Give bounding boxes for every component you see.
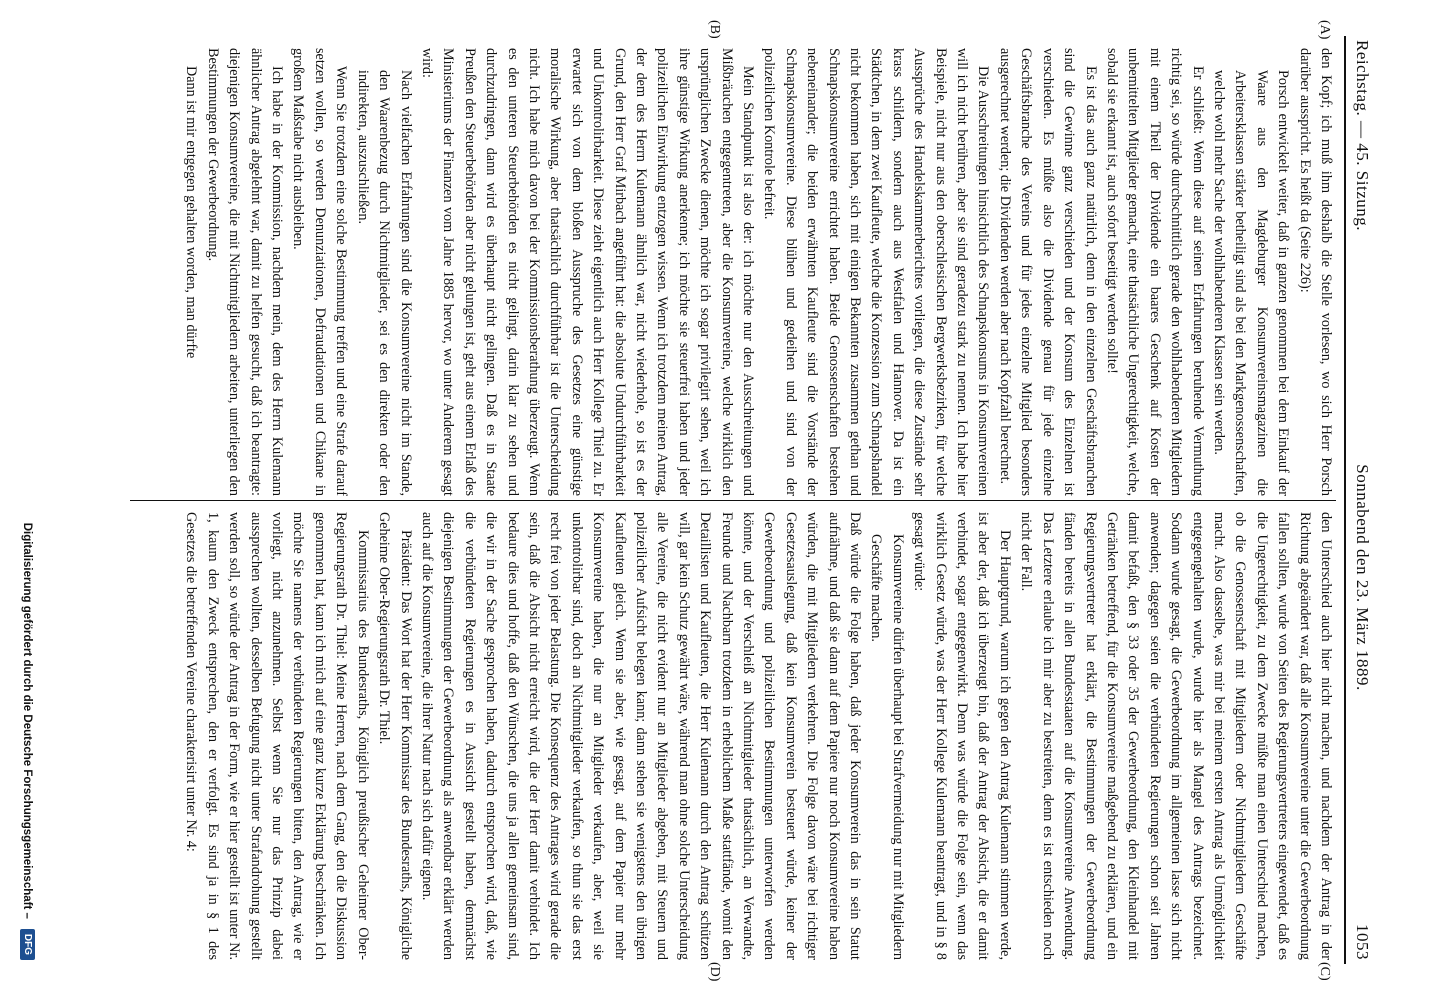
quote-paragraph: Nach vielfachen Erfahrungen sind die Konsumvereine nicht im Stande, den Waarenbezug durch Nichtmitglieder, sei es den direkten oder den indirekten, auszuschließen.: [354, 70, 414, 496]
left-column: [130, 48, 1336, 496]
column-divider: [130, 500, 1336, 501]
paragraph: Es ist das auch ganz natürlich, denn in den einzelnen Geschäftsbranchen sind die Gewinne ganz verschieden und der Konsum des Einzelnen ist verschieden. Es müßte also die Dividende genau für jede einzelne Geschäftsbranche des Vereins und für jedes einzelne Mitglied besonders ausgerechnet werden; die Dividenden werden aber nach Kopfzahl berechnet.: [996, 48, 1099, 496]
paragraph: Dann ist mir entgegen gehalten worden, man dürfte: [183, 66, 200, 359]
paragraph: Der Hauptgrund, warum ich gegen den Antrag Kulemann stimmen werde, ist aber der, daß ich überzeugt bin, daß der Antrag der Absicht, die er damit verbindet, sogar entgegenwirkt. Denn was würde die Folge sein, wenn das wirklich Gesetz würde, was der Herr Kollege Kulemann beantragt, und in § 8 gesagt würde:: [911, 512, 1013, 960]
paragraph: Mein Standpunkt ist also der: ich möchte nur den Ausschreitungen und Mißbräuchen entgegentreten, aber die Konsumvereine, welche wirklich den ursprünglichen Zwecke dienen, möchte ich sogar privilegirt sehen, weil ich ihre günstige Wirkung anerkenne; ich möchte sie steuerfrei haben und jeder polizeilichen Einwirkung entzogen wissen. Wenn ich trotzdem meinen Antrag, der dem des Herrn Kulemann ähnlich war, nicht wiederhole, so ist es der Grund, den Herr Graf Mirbach angeführt hat: die absolute Undurchführbarkeit und Unkontrolirbarkeit. Diese zieht eigentlich auch Herr Kollege Thiel zu. Er erwartet sich von dem bloßen Ausspruche des Gesetzes eine günstige moralische Wirkung, aber thatsächlich durchführbar ist die Unterscheidung nicht. Ich habe mich davon bei der Kommissionsberathung überzeugt. Wenn es den unteren Steuerbehörden es nicht gelingt, darin klar zu sehen und durchzudringen, dann wird es überhaupt nicht gelingen. Daß es in Staate Preußen den Steuerbehörden aber nicht gelungen ist, geht aus einem Erlaß des Ministeriums der Finanzen vom Jahre 1885 hervor, wo unter Anderem gesagt wird:: [418, 48, 757, 496]
paragraph: Er schließt: Wenn diese auf seinen Erfahrungen beruhende Vermuthung richtig sei, so würde durchschnittlich gerade den wohlhabenderen Mitgliedern mit einem Theil der Dividende ein baares Geschenk auf Kosten der unbemittelten Mitglieder gemacht, eine thatsächliche Ungerechtigkeit, welche, sobald sie erkannt ist, auch sofort beseitigt werden sollte!: [1103, 48, 1206, 496]
header-left: Reichstag. — 45. Sitzung.: [1353, 40, 1372, 231]
footer-text: Digitalisierung gefördert durch die Deutsche Forschungsgemeinschaft –: [21, 522, 34, 919]
paragraph: Ich habe in der Kommission, nachdem mein, dem des Herrn Kulemann ähnlicher Antrag abgelehnt war, damit zu helfen gesucht, daß ich beantragte: diejenigen Konsumvereine, die mit Nichtmitgliedern arbeiten, unterliegen den Bestimmungen der Gewerbeordnung.: [204, 48, 286, 496]
margin-marker-a: (A): [1317, 20, 1332, 40]
speaker-paragraph: Präsident: Das Wort hat der Herr Kommissar des Bundesraths, Königliche Geheime Ober-Regierungsrath Dr. Thiel.: [376, 512, 414, 960]
quote-paragraph: Porsch entwickelt weiter, daß in ganzen genommen bei dem Einkauf der Waare aus den Magdeburger Konsumvereinsmagazinen die Arbeitersklassen stärker betheiligt sind als bei den Markgenossenschaften, welche wohl mehr Sache der wohlhabenderen Klassen sein werden.: [1210, 70, 1292, 496]
speaker-paragraph: Kommissarius des Bundesraths, Königlich preußischer Geheimer Ober-Regierungsrath Dr. Thiel: Meine Herren, nach dem Gang, den die Diskussion genommen hat, kann ich mich auf eine ganz kurze Erklärung beschränken. Ich möchte Sie namens der verbündeten Regierungen bitten, den Antrag, wie er vorliegt, nicht anzunehmen. Selbst wenn Sie nur das Prinzip dabei aussprechen wollten, desselben Befugung nicht unter Strafandrohung gestellt werden soll, so würde der Antrag in der Form, wie er hier gestellt ist unter Nr. 1, kaum den Zweck entsprechen, den er verfolgt. Es sind ja in § 1 des Gesetzes die betreffenden Vereine charakterisirt unter Nr. 4:: [183, 512, 371, 960]
page-number: 1053: [1353, 923, 1372, 960]
paragraph: Daß würde die Folge haben, daß jeder Konsumverein das in sein Statut aufnähme, und daß sie dann auf dem Papiere nur noch Konsumvereine haben würden, die mit Mitgliedern verkehren. Die Folge davon wäre bei richtiger Gesetzesauslegung, daß kein Konsumverein besteuert würde, keiner der Gewerbeordnung und polizeilichen Bestimmungen unterworfen werden könnte, und der Verschleiß an Nichtmitglieder thatsächlich, an Verwandte, Freunde und Nachbarn trotzdem in erheblichem Maße stattfände, womit den Detaillisten und Kaufleuten, die Herr Kulemann durch den Antrag schützen will, gar kein Schutz gewährt wäre, während man ohne solche Unterscheidung alle Vereine, die nicht evident nur an Mitglieder abgeben, mit Steuern und polizeilicher Aufsicht belegen kann; dann stehen sie wenigstens den übrigen Kaufleuten gleich. Wenn sie aber, wie gesagt, auf dem Papier nur mehr Konsumvereine haben, die nur an Mitglieder verkaufen, aber, weil sie unkontrolirbar sind, doch an Nichtmitglieder verkaufen, so thun sie das erst recht frei von jeder Belastung. Die Konsequenz des Antrages wird gerade die sein, daß die Absicht nicht erreicht wird, die der Herr damit verbindet. Ich bedaure dies und hoffe, daß den Wünschen, die uns ja allen gemeinsam sind, die wir in der Sache gesprochen haben, dadurch entsprochen wird, daß, wie die verbündeten Regierungen es in Aussicht gestellt haben, demnächst diejenigen Bestimmungen der Gewerbeordnung als anwendbar erklärt werden auch auf die Konsumvereine, die ihrer Natur nach sich dafür eignen.: [418, 512, 864, 960]
paragraph: Die Ausschreitungen hinsichtlich des Schnapskonsums in Konsumvereinen will ich nicht berühren, aber sie sind geradezu stark zu nennen. Ich habe hier Beispiele, nicht nur aus den oberschlesischen Bergwerksbezirken, für welche Aussprüche des Handelskammerberichtes vorliegen, die diese Zustände sehr krass schildern, sondern auch aus Westfalen und Hannover. Da ist ein Städtchen, in dem zwei Kaufleute, welche die Konzession zum Schnapshandel nicht bekommen haben, sich mit einigen Bekannten zusammen gethan und Schnapskonsumvereine errichtet haben. Beide Genossenschaften bestehen nebeneinander; die beiden erwähnten Kaufleute sind die Vorstände der Schnapskonsumvereine. Diese blühen und gedeihen und sind von der polizeilichen Kontrole befreit.: [761, 48, 992, 496]
quote-paragraph: Konsumvereine dürfen überhaupt bei Strafvermeidung nur mit Mitgliedern Geschäfte machen.: [868, 534, 906, 960]
margin-marker-d: (D): [707, 962, 722, 982]
paragraph: Wenn Sie trotzdem eine solche Bestimmung treffen und eine Strafe darauf setzen wollen, so werden Denunziationen, Defraudationen und Chikane in großem Maßstabe nicht ausbleiben.: [290, 48, 350, 496]
dfg-logo: DFG: [20, 929, 35, 960]
header-center: Sonnabend den 23. März 1889.: [1353, 464, 1372, 691]
paragraph: den Unterschied auch hier nicht machen, und nachdem der Antrag in der Richtung abgeändert war, daß alle Konsumvereine unter die Gewerbeordnung fallen sollten, wurde von Seiten des Regierungsvertreters eingewendet, daß es die Ungerechtigkeit, zu dem Zwecke müßte man einen Unterschied machen, ob die Genossenschaft mit Mitgliedern oder Nichtmitgliedern Geschäfte macht. Also dasselbe, was mir bei meinem ersten Antrag als Unmöglichkeit entgegengehalten wurde, wurde hier als Mangel des Antrags bezeichnet. Sodann wurde gesagt, die Gewerbeordnung im allgemeinen lasse sich nicht anwenden; dagegen seien die verbündeten Regierungen schon seit Jahren damit befaßt, den § 33 oder 35 der Gewerbeordnung, den Kleinhandel mit Getränken betreffend, für die Konsumvereine maßgebend zu erklären, und ein Regierungsvertreter hat erklärt, die Bestimmungen der Gewerbeordnung fänden bereits in allen Bundesstaaten auf die Konsumvereine Anwendung. Das Letztere erlaube ich mir aber zu bestreiten, denn es ist entschieden noch nicht der Fall.: [1018, 512, 1334, 960]
digitization-footer: [20, 40, 35, 960]
running-head: [1352, 40, 1380, 960]
margin-marker-c: (C): [1317, 962, 1332, 981]
right-column: [130, 512, 1336, 960]
header-rule: [1344, 36, 1346, 964]
margin-marker-b: (B): [707, 20, 722, 39]
paragraph: den Kopf; ich muß ihm deshalb die Stelle vorlesen, wo sich Herr Porsch darüber ausspricht. Es heißt da (Seite 226):: [1296, 48, 1334, 496]
